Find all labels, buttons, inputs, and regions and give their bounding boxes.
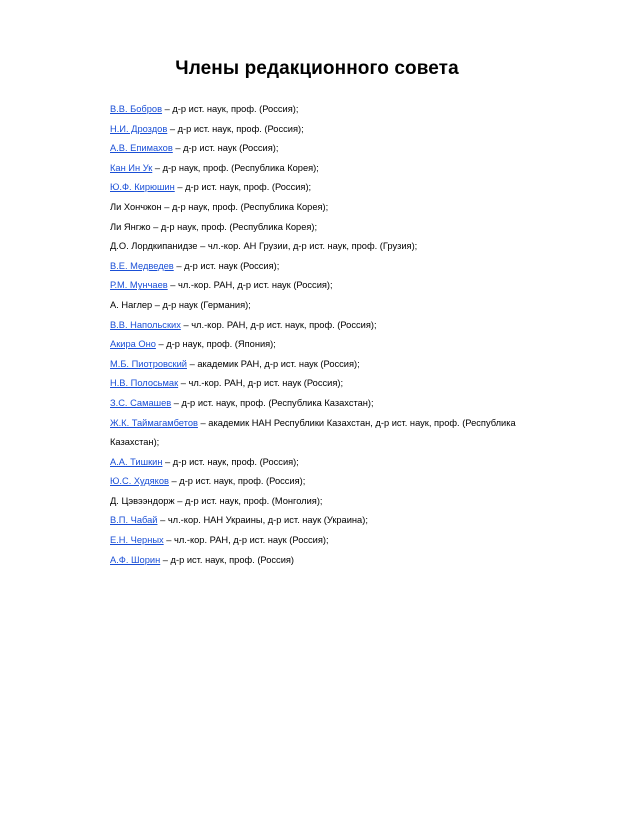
member-entry <box>110 414 550 453</box>
members-list <box>110 100 550 570</box>
member-name-link[interactable]: М.Б. Пиотровский <box>110 358 187 369</box>
member-name-link[interactable]: Р.М. Мунчаев <box>110 280 168 291</box>
member-entry <box>110 120 550 140</box>
member-name-link[interactable]: Ж.К. Таймагамбетов <box>110 417 198 428</box>
member-name: Ли Хончжон <box>110 201 162 212</box>
member-description: – д-р ист. наук, проф. (Россия); <box>162 456 299 467</box>
member-entry <box>110 355 550 375</box>
member-name: Ли Янгжо <box>110 221 151 232</box>
member-description: – д-р ист. наук, проф. (Россия); <box>168 476 306 487</box>
member-name: Д.О. Лордкипанидзе <box>110 241 198 252</box>
member-name-link[interactable]: Кан Ин Ук <box>110 162 153 173</box>
member-name-link[interactable]: Н.В. Полосьмак <box>110 378 179 389</box>
member-description: – чл.-кор. РАН, д-р ист. наук (Россия); <box>167 280 333 291</box>
member-description: – д-р наук, проф. (Республика Корея); <box>150 221 318 232</box>
member-description: – д-р ист. наук, проф. (Россия); <box>174 182 312 193</box>
member-description: – д-р наук (Германия); <box>152 299 251 310</box>
member-name-link[interactable]: А.А. Тишкин <box>110 456 163 467</box>
member-entry <box>110 531 550 551</box>
page-title: Члены редакционного совета <box>175 58 459 79</box>
member-entry <box>110 218 550 238</box>
member-name-link[interactable]: Ю.Ф. Кирюшин <box>110 182 175 193</box>
member-entry <box>110 511 550 531</box>
member-name-link[interactable]: В.П. Чабай <box>110 515 158 526</box>
member-name-link[interactable]: А.В. Епимахов <box>110 143 173 154</box>
member-entry <box>110 394 550 414</box>
member-name-link[interactable]: В.Е. Медведев <box>110 260 174 271</box>
member-entry <box>110 178 550 198</box>
member-entry <box>110 453 550 473</box>
member-description: – д-р наук, проф. (Япония); <box>155 339 276 350</box>
member-name: А. Наглер <box>110 299 153 310</box>
member-description: – д-р ист. наук (Россия); <box>172 143 279 154</box>
member-description: – академик РАН, д-р ист. наук (Россия); <box>186 358 360 369</box>
member-name: Д. Цэвээндорж <box>110 495 175 506</box>
member-entry <box>110 257 550 277</box>
member-description: – чл.-кор. РАН, д-р ист. наук (Россия); <box>163 535 329 546</box>
member-description: – академик НАН Республики Казахстан, д-р ист. наук, проф. (Республика Казахстан); <box>110 417 516 448</box>
member-description: – чл.-кор. АН Грузии, д-р ист. наук, проф. (Грузия); <box>197 241 418 252</box>
member-name-link[interactable]: В.В. Бобров <box>110 104 163 114</box>
member-description: – д-р ист. наук, проф. (Россия); <box>162 104 299 114</box>
member-name-link[interactable]: Н.И. Дроздов <box>110 123 168 134</box>
member-entry <box>110 335 550 355</box>
member-name-link[interactable]: Ю.С. Худяков <box>110 476 169 487</box>
member-name-link[interactable]: Е.Н. Черных <box>110 535 164 546</box>
member-entry <box>110 198 550 218</box>
member-description: – д-р ист. наук, проф. (Россия); <box>167 123 304 134</box>
member-entry <box>110 100 550 120</box>
member-entry <box>110 472 550 492</box>
member-entry <box>110 276 550 296</box>
member-name-link[interactable]: Акира Оно <box>110 339 156 350</box>
member-name-link[interactable]: З.С. Самашев <box>110 397 172 408</box>
member-description: – чл.-кор. РАН, д-р ист. наук (Россия); <box>178 378 344 389</box>
member-description: – д-р ист. наук (Россия); <box>173 260 280 271</box>
member-description: – д-р ист. наук, проф. (Республика Казахстан); <box>171 397 374 408</box>
member-entry <box>110 159 550 179</box>
member-description: – д-р ист. наук, проф. (Россия) <box>160 554 295 565</box>
member-description: – д-р наук, проф. (Республика Корея); <box>152 162 319 173</box>
member-description: – чл.-кор. НАН Украины, д-р ист. наук (Украина); <box>157 515 368 526</box>
member-name-link[interactable]: В.В. Напольских <box>110 319 181 330</box>
member-description: – д-р ист. наук, проф. (Монголия); <box>174 495 323 506</box>
member-entry <box>110 296 550 316</box>
member-entry <box>110 237 550 257</box>
member-entry <box>110 316 550 336</box>
member-description: – чл.-кор. РАН, д-р ист. наук, проф. (Россия); <box>180 319 377 330</box>
member-entry <box>110 374 550 394</box>
member-entry <box>110 139 550 159</box>
member-description: – д-р наук, проф. (Республика Корея); <box>161 201 329 212</box>
member-entry <box>110 492 550 512</box>
member-name-link[interactable]: А.Ф. Шорин <box>110 554 161 565</box>
member-entry <box>110 551 550 571</box>
